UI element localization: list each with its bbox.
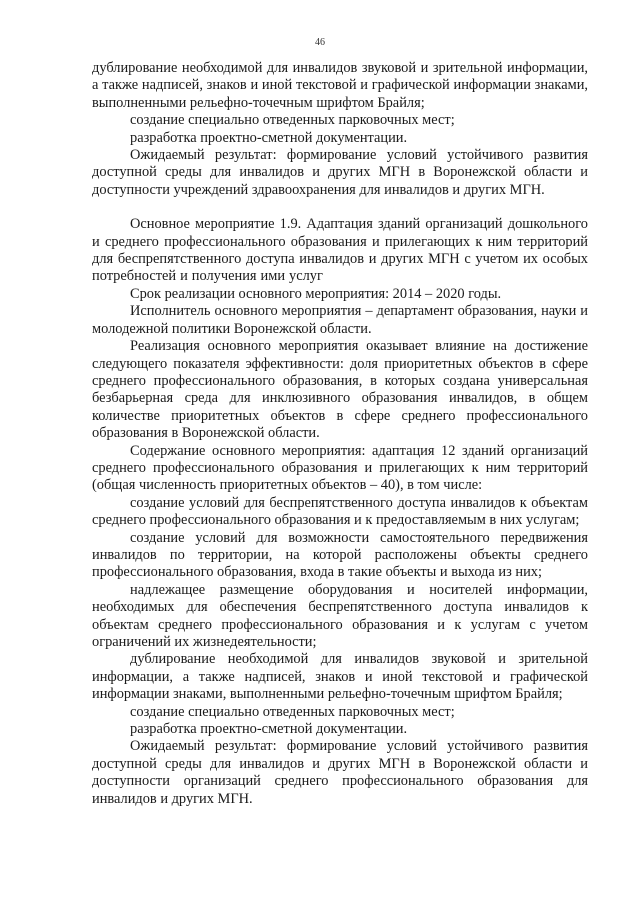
paragraph-equipment-placement: надлежащее размещение оборудования и носителей информации, необходимых для обеспечения беспрепятственного доступа инвалидов к объектам среднего профессионального образования и к услугам с учетом ограничений их жизнедеятельности; (92, 581, 588, 650)
page-number: 46 (315, 37, 325, 48)
paragraph-measure-content: Содержание основного мероприятия: адаптация 12 зданий организаций среднего профессионального образования и прилегающих к ним территорий (общая численность приоритетных объектов – 40), в том числе: (92, 442, 588, 494)
paragraph-expected-result-healthcare: Ожидаемый результат: формирование условий устойчивого развития доступной среды для инвалидов и других МГН в Воронежской области и доступности учреждений здравоохранения для инвалидов и других МГН. (92, 147, 588, 198)
paragraph-movement-conditions: создание условий для возможности самостоятельного передвижения инвалидов по территории, на которой расположены объекты среднего профессионального образования, входа в такие объекты и выхода из них; (92, 529, 588, 581)
paragraph-access-conditions: создание условий для беспрепятственного доступа инвалидов к объектам среднего профессионального образования и к предоставляемым в них услугам; (92, 494, 588, 529)
paragraph-implementation-period: Срок реализации основного мероприятия: 2014 – 2020 годы. (130, 285, 502, 302)
paragraph-design-docs: разработка проектно-сметной документации. (130, 129, 408, 146)
paragraph-efficiency-indicator: Реализация основного мероприятия оказывает влияние на достижение следующего показателя эффективности: доля приоритетных объектов в сфере среднего профессионального образования, в которых создана универсальная безбарьерная среда для инклюзивного образования инвалидов, в общем количестве приоритетных объектов в сфере среднего профессионального образования в Воронежской области. (92, 338, 588, 442)
document-body (92, 60, 588, 808)
paragraph-parking: создание специально отведенных парковочных мест; (130, 112, 455, 129)
paragraph-parking-2: создание специально отведенных парковочных мест; (130, 703, 455, 720)
paragraph-braille-duplication: дублирование необходимой для инвалидов звуковой и зрительной информации, а также надписей, знаков и иной текстовой и графической информации знаками, выполненными рельефно-точечным шрифтом Брайля; (92, 651, 588, 703)
paragraph-braille-continuation: дублирование необходимой для инвалидов звуковой и зрительной информации, а также надписей, знаков и иной текстовой и графической информации знаками, выполненными рельефно-точечным шрифтом Брайля; (92, 60, 588, 111)
paragraph-measure-heading: Основное мероприятие 1.9. Адаптация зданий организаций дошкольного и среднего профессионального образования и прилегающих к ним территорий для беспрепятственного доступа инвалидов и других МГН с учетом их особых потребностей и получения ими услуг (92, 216, 588, 285)
paragraph-executor: Исполнитель основного мероприятия – департамент образования, науки и молодежной политики Воронежской области. (92, 303, 588, 337)
paragraph-expected-result-education: Ожидаемый результат: формирование условий устойчивого развития доступной среды для инвалидов и других МГН в Воронежской области и доступности организаций среднего профессионального образования для инвалидов и других МГН. (92, 738, 588, 807)
paragraph-design-docs-2: разработка проектно-сметной документации. (130, 721, 408, 738)
